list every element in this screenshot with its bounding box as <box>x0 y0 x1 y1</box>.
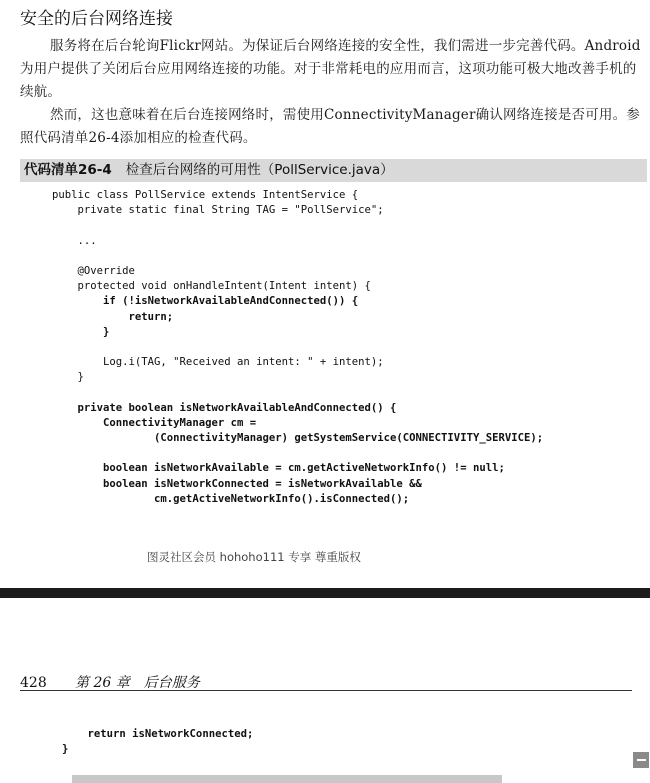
code-line: protected void onHandleIntent(Intent intent) { <box>52 280 371 293</box>
section-title: 安全的后台网络连接 <box>20 9 173 29</box>
minus-icon[interactable] <box>633 752 649 768</box>
page-divider <box>0 588 650 598</box>
listing-caption: 检查后台网络的可用性（PollService.java） <box>125 162 394 178</box>
code-line: @Override <box>52 264 135 277</box>
code-line <box>52 249 543 264</box>
code-line: boolean isNetworkAvailable = cm.getActiveNetworkInfo() != null; <box>52 462 505 475</box>
code-line: boolean isNetworkConnected = isNetworkAvailable && <box>52 477 422 490</box>
watermark: 图灵社区会员 hohoho111 专享 尊重版权 <box>147 550 361 564</box>
code-line: Log.i(TAG, "Received an intent: " + intent); <box>52 356 384 369</box>
code-line: cm.getActiveNetworkInfo().isConnected(); <box>52 492 410 505</box>
code-line: if (!isNetworkAvailableAndConnected()) { <box>52 295 359 308</box>
paragraph-connectivity: 然而，这也意味着在后台连接网络时，需使用ConnectivityManager确认网络连接是否可用。参照代码清单26-4添加相应的检查代码。 <box>20 107 641 146</box>
code-line: return; <box>52 310 174 323</box>
header-rule <box>20 690 632 691</box>
running-head <box>20 672 200 692</box>
code-line: ConnectivityManager cm = <box>52 416 257 429</box>
code-line: private boolean isNetworkAvailableAndConnected() { <box>52 401 397 414</box>
code-line: (ConnectivityManager) getSystemService(CONNECTIVITY_SERVICE); <box>52 432 544 444</box>
code-line: ... <box>52 234 97 247</box>
page-number: 428 <box>20 675 47 691</box>
chapter-title: 第 26 章 后台服务 <box>75 675 200 691</box>
paragraph-intro: 服务将在后台轮询Flickr网站。为保证后台网络连接的安全性，我们需进一步完善代码。Android为用户提供了关闭后台应用网络连接的功能。对于非常耗电的应用而言，这项功能可极大地改善手机的续航。 <box>20 38 641 100</box>
code-line <box>52 340 543 355</box>
code-line <box>52 218 543 233</box>
code-line: } <box>52 371 84 384</box>
code-block-top <box>52 188 543 507</box>
code-line: private static final String TAG = "PollService"; <box>52 204 384 217</box>
code-block-bottom <box>62 727 253 757</box>
code-line: public class PollService extends IntentService { <box>52 189 359 201</box>
horizontal-scrollbar[interactable] <box>72 775 502 783</box>
code-line: } <box>62 743 69 756</box>
code-line: return isNetworkConnected; <box>62 728 254 740</box>
listing-caption-bar <box>20 159 647 182</box>
code-line: } <box>52 325 110 338</box>
code-line <box>52 446 543 461</box>
listing-number: 代码清单26-4 <box>24 162 112 178</box>
code-line <box>52 385 543 400</box>
